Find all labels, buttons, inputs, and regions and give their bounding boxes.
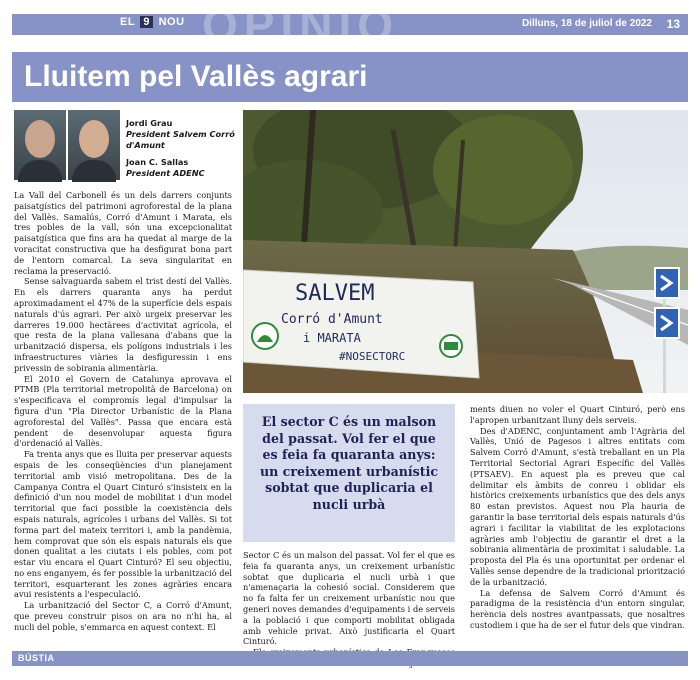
issue-date: Dilluns, 18 de juliol de 2022	[521, 18, 652, 29]
banner-line-3: i MARATA	[303, 331, 361, 345]
paragraph: La urbanització del Sector C, a Corró d'Amunt, que preveu construir pisos on ara no n'hi ha, al nucli del poble, s'emmarca en aquest context. El	[14, 600, 232, 632]
article-column-1	[14, 190, 232, 633]
article-photo	[243, 110, 688, 393]
section-watermark: OPINIÓ	[202, 0, 400, 51]
brand-right: NOU	[158, 16, 185, 28]
next-section-label: BÚSTIA	[18, 653, 55, 663]
author-name: Jordi Grau	[126, 118, 173, 128]
author-role: President Salvem Corró d'Amunt	[126, 129, 235, 150]
pull-quote-box	[243, 404, 455, 542]
newspaper-brand	[120, 16, 185, 28]
author-photo-1	[14, 110, 66, 180]
brand-number: 9	[140, 16, 153, 28]
pull-quote: El sector C és un malson del passat. Vol fer el que es feia fa quaranta anys: un creixement urbanístic sobtat que duplicaria el nucli urbà	[259, 414, 439, 512]
paragraph: La defensa de Salvem Corró d'Amunt és paradigma de la resistència d'un entorn singular, herència dels nostres avantpassats, que nosaltres custodiem i que ha de ser el futur dels que vindran.	[470, 587, 685, 630]
protest-banner	[243, 270, 479, 378]
banner-line-1: SALVEM	[295, 281, 375, 306]
paragraph: Fa trenta anys que es lluita per preservar aquests espais de les conseqüències d'un planejament territorial amb visió metropolitana. Des de la Campanya Contra el Quart Cinturó s'insisteix en la definició d'un nou model de mobilitat i d'un model territorial que faci possible la coexistència dels espais naturals, agrícoles i urbans del Vallès. Si tot forma part del mateix territori i, amb la pandèmia, hem comprovat que són els espais naturals els que donen qualitat a les ciutats i els pobles, com pot estar viu encara el Quart Cinturó? El seu objectiu, no ens enganyem, és fer possible la urbanització del territori, esquarterant les zones agràries encara avui resistents a l'especulació.	[14, 449, 232, 600]
paragraph: Sense salvaguarda sabem el trist destí del Vallès. En els darrers quaranta anys ha perdut aproximadament el 47% de la superfície dels espais naturals d'ús agrari. Per això urgeix preservar les darreres 19.000 hectàrees d'activitat agrícola, el que resta de la plana vallesana d'abans que la urbanització dispersa, els polígons industrials i les infraestructures viàries la desfiguressin i ens privessin de sobirania alimentària.	[14, 276, 232, 373]
banner-line-4: #NOSECTORC	[339, 350, 406, 363]
banner-line-2: Corró d'Amunt	[281, 312, 383, 327]
photo-scene	[243, 110, 688, 393]
paragraph: La Vall del Carbonell és un dels darrers conjunts paisatgístics del patrimoni agroforestal de la plana del Vallès. Samalús, Corró d'Amunt i Marata, els tres pobles de la vall, són una excepcionalitat paisatgística que fins ara ha quedat al marge de la voracitat constructiva que ha desfigurat bona part de l'entorn comarcal. La seva singularitat en reclama la preservació.	[14, 190, 232, 276]
paragraph: Sector C és un malson del passat. Vol fer el que es feia fa quaranta anys, un creixement urbanístic sobtat que duplicaria el nucli urbà i que n'amenaçaria la cohesió social. Considerem que no fa falta fer un creixement urbanístic nou que generi noves demandes d'equipaments i de serveis a la població i que comporti mobilitat obligada amb vehicle privat. Això justificaria el Quart Cinturó.	[243, 550, 455, 647]
author-credits	[126, 118, 244, 179]
paragraph: ments diuen no voler el Quart Cinturó, però ens l'apropen urbanitzant lluny dels serveis.	[470, 404, 685, 425]
article-column-3	[470, 404, 685, 631]
brand-left: EL	[120, 16, 135, 28]
author-name: Joan C. Sallas	[126, 157, 189, 167]
paragraph: Des d'ADENC, conjuntament amb l'Agrària del Vallès, Unió de Pagesos i altres entitats com Salvem Corró d'Amunt, s'està treballant en un Pla Territorial Sectorial Agrari Específic del Vallès (PTSAEV). En aquest pla es preveu que cal delimitar els àmbits de conreu i oblidar els històrics creixements urbanístics que des dels anys 80 estan previstos. Aquest nou Pla hauria de garantir la base territorial dels espais naturals d'ús agrari i facilitar la viabilitat de les explotacions agràries amb l'objectiu de garantir el dret a la sobirania alimentària de proximitat i saludable. La proposta del Pla és una oportunitat per ordenar el Vallès sense dependre de la tradicional priorització de la urbanització.	[470, 425, 685, 587]
author-role: President ADENC	[126, 168, 205, 178]
article-title-band	[12, 52, 688, 102]
page-number: 13	[666, 17, 680, 31]
page-header-bar	[12, 0, 688, 51]
author-photo-2	[68, 110, 120, 180]
paragraph: El 2010 el Govern de Catalunya aprovava el PTMB (Pla territorial metropolità de Barcelona) on s'especificava el compromís legal d'impulsar la figura d'un "Pla Director Urbanístic de la Plana agroforestal del Vallès". Passa que encara està pendent de desenvolupar aquesta figura d'ordenació al Vallès.	[14, 373, 232, 449]
next-section-bar	[12, 651, 688, 666]
article-title: Lluitem pel Vallès agrari	[24, 60, 368, 93]
